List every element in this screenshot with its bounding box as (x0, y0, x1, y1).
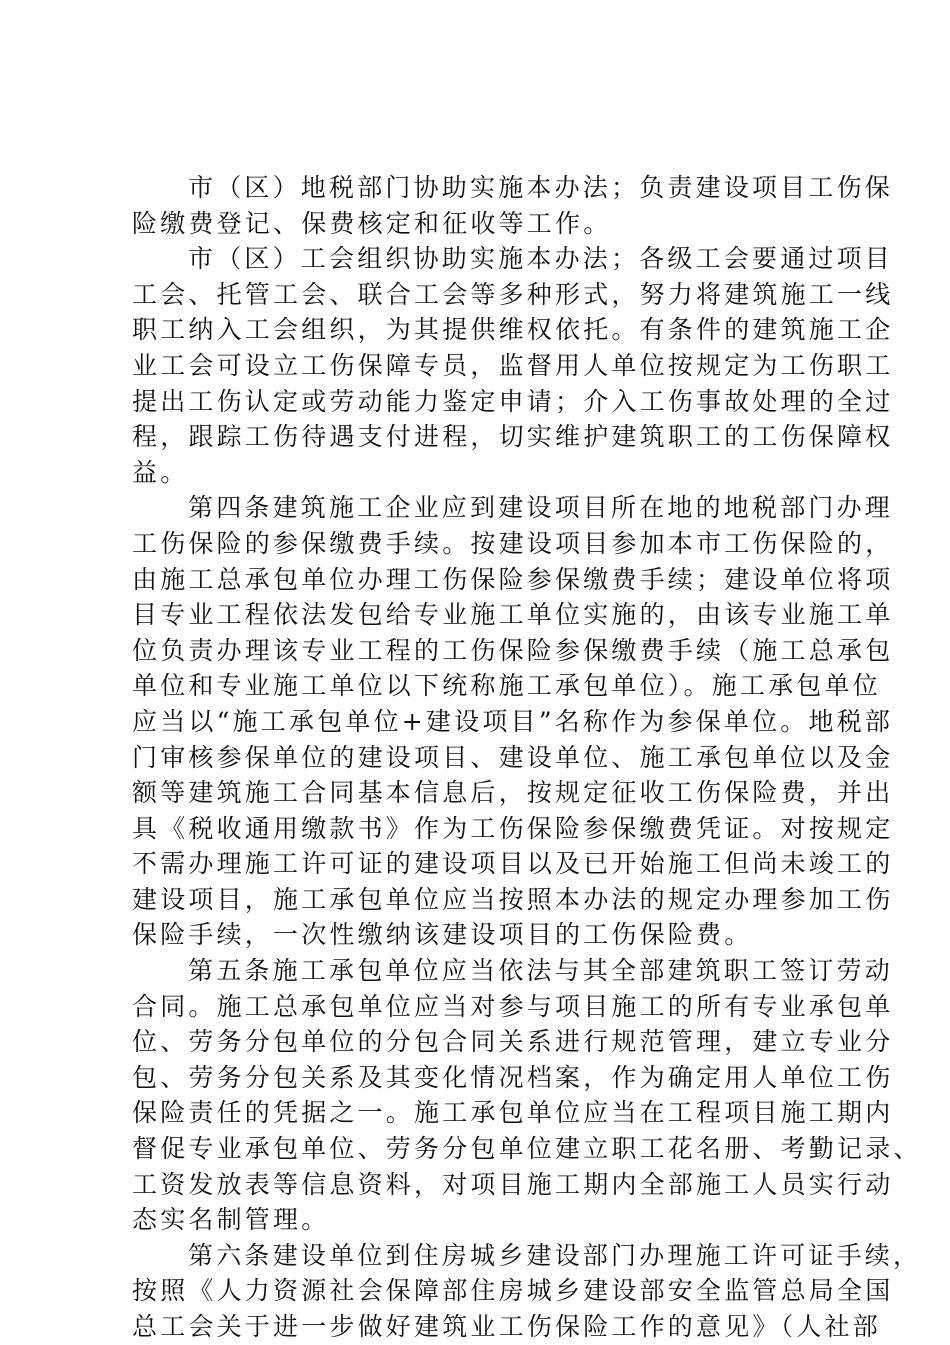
paragraph-3-line-5: 位负责办理该专业工程的工伤保险参保缴费手续（施工总承包 (132, 635, 894, 665)
paragraph-2-line-7: 益。 (132, 457, 189, 487)
paragraph-4-line-6: 督促专业承包单位、劳务分包单位建立职工花名册、考勤记录、 (132, 1134, 922, 1164)
paragraph-3-line-9: 额等建筑施工合同基本信息后，按规定征收工伤保险费，并出 (132, 778, 894, 808)
paragraph-3-line-7: 应当以“施工承包单位+建设项目”名称作为参保单位。地税部 (132, 706, 894, 736)
paragraph-4-line-2: 合同。施工总承包单位应当对参与项目施工的所有专业承包单 (132, 991, 894, 1021)
paragraph-2-line-3: 职工纳入工会组织，为其提供维权依托。有条件的建筑施工企 (132, 315, 894, 345)
paragraph-2-line-5: 提出工伤认定或劳动能力鉴定申请；介入工伤事故处理的全过 (132, 386, 894, 416)
paragraph-3-line-1: 第四条建筑施工企业应到建设项目所在地的地税部门办理 (188, 493, 894, 523)
paragraph-2-line-4: 业工会可设立工伤保障专员，监督用人单位按规定为工伤职工 (132, 350, 894, 380)
paragraph-3-line-13: 保险手续，一次性缴纳该建设项目的工伤保险费。 (132, 920, 753, 950)
paragraph-4-line-5: 保险责任的凭据之一。施工承包单位应当在工程项目施工期内 (132, 1098, 894, 1128)
paragraph-4-line-1: 第五条施工承包单位应当依法与其全部建筑职工签订劳动 (188, 956, 894, 986)
paragraph-3-line-4: 目专业工程依法发包给专业施工单位实施的，由该专业施工单 (132, 600, 894, 630)
paragraph-4-line-3: 位、劳务分包单位的分包合同关系进行规范管理，建立专业分 (132, 1027, 894, 1057)
paragraph-3-line-10: 具《税收通用缴款书》作为工伤保险参保缴费凭证。对按规定 (132, 813, 894, 843)
document-body (132, 170, 922, 1345)
paragraph-3-line-6: 单位和专业施工单位以下统称施工承包单位）。施工承包单位 (132, 671, 881, 701)
paragraph-3-line-8: 门审核参保单位的建设项目、建设单位、施工承包单位以及金 (132, 742, 894, 772)
paragraph-2-line-2: 工会、托管工会、联合工会等多种形式，努力将建筑施工一线 (132, 279, 894, 309)
paragraph-4-line-4: 包、劳务分包关系及其变化情况档案，作为确定用人单位工伤 (132, 1062, 894, 1092)
paragraph-4-line-8: 态实名制管理。 (132, 1205, 330, 1235)
paragraph-1-line-1: 市（区）地税部门协助实施本办法；负责建设项目工伤保 (188, 173, 894, 202)
paragraph-5-line-2: 按照《人力资源社会保障部住房城乡建设部安全监管总局全国 (132, 1276, 894, 1306)
paragraph-3-line-12: 建设项目，施工承包单位应当按照本办法的规定办理参加工伤 (132, 884, 894, 914)
paragraph-1-line-2: 险缴费登记、保费核定和征收等工作。 (132, 208, 612, 238)
paragraph-2-line-6: 程，跟踪工伤待遇支付进程，切实维护建筑职工的工伤保障权 (132, 422, 894, 452)
paragraph-5-line-1: 第六条建设单位到住房城乡建设部门办理施工许可证手续， (188, 1240, 922, 1270)
paragraph-2-line-1: 市（区）工会组织协助实施本办法；各级工会要通过项目 (188, 244, 894, 274)
paragraph-4-line-7: 工资发放表等信息资料，对项目施工期内全部施工人员实行动 (132, 1169, 894, 1199)
paragraph-5-line-3: 总工会关于进一步做好建筑业工伤保险工作的意见》（人社部 (132, 1312, 881, 1341)
paragraph-3-line-2: 工伤保险的参保缴费手续。按建设项目参加本市工伤保险的， (132, 528, 894, 558)
paragraph-3-line-3: 由施工总承包单位办理工伤保险参保缴费手续；建设单位将项 (132, 564, 894, 594)
paragraph-3-line-11: 不需办理施工许可证的建设项目以及已开始施工但尚未竣工的 (132, 849, 894, 879)
